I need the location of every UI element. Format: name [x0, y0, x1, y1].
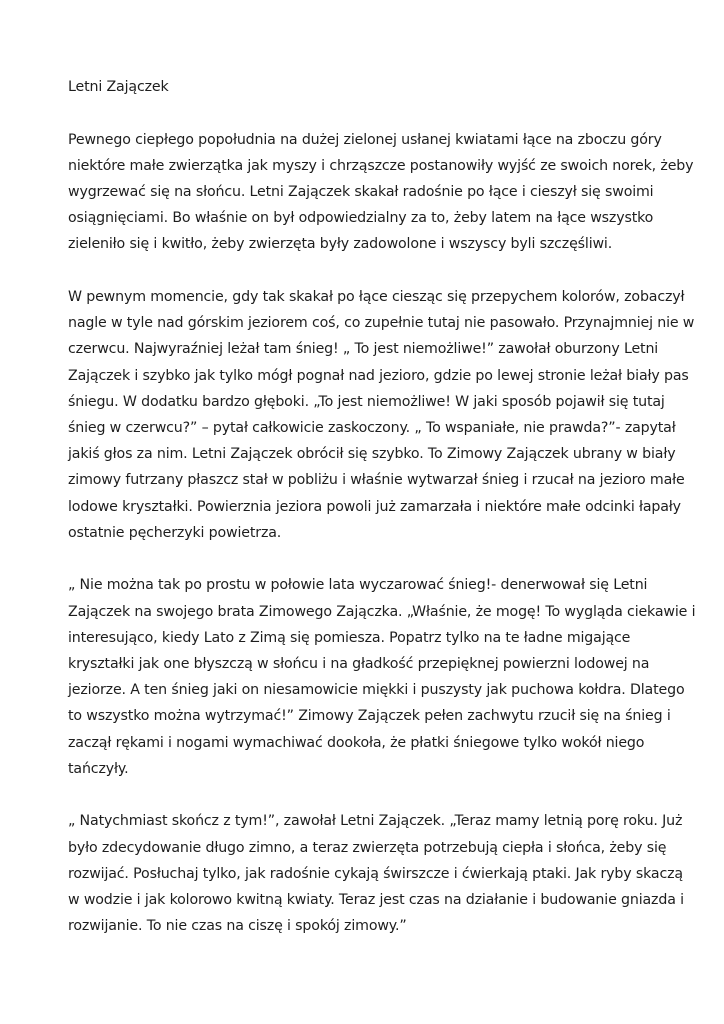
paragraph-2 — [68, 284, 695, 546]
text-line: tańczyły. — [68, 760, 129, 777]
paragraph-4 — [68, 808, 684, 939]
document-title: Letni Zajączek — [68, 79, 169, 95]
text-line: było zdecydowanie długo zimno, a teraz zwierzęta potrzebują ciepła i słońca, żeby się — [68, 839, 667, 856]
text-line: śnieg w czerwcu?” – pytał całkowicie zaskoczony. „ To wspaniałe, nie prawda?”- zapytał — [68, 420, 676, 437]
text-line: Zajączek i szybko jak tylko mógł pognał nad jezioro, gdzie po lewej stronie leżał biały pas — [68, 367, 689, 384]
text-line: Pewnego ciepłego popołudnia na dużej zielonej usłanej kwiatami łące na zboczu góry — [68, 131, 662, 148]
text-line: śniegu. W dodatku bardzo głęboki. „To jest niemożliwe! W jaki sposób pojawił się tutaj — [68, 393, 665, 410]
text-line: to wszystko można wytrzymać!” Zimowy Zajączek pełen zachwytu rzucił się na śnieg i — [68, 708, 671, 725]
document-page — [68, 74, 696, 966]
text-line: nagle w tyle nad górskim jeziorem coś, co zupełnie tutaj nie pasowało. Przynajmniej nie w — [68, 315, 695, 332]
paragraph-1 — [68, 127, 694, 258]
text-line: zieleniło się i kwitło, żeby zwierzęta były zadowolone i wszyscy byli szczęśliwi. — [68, 236, 613, 253]
text-line: rozwijać. Posłuchaj tylko, jak radośnie cykają świrszcze i ćwierkają ptaki. Jak ryby skaczą — [68, 865, 683, 882]
text-line: kryształki jak one błyszczą w słońcu i na gładkość przepięknej powierzni lodowej na — [68, 656, 650, 673]
text-line: W pewnym momencie, gdy tak skakał po łące ciesząc się przepychem kolorów, zobaczył — [68, 289, 685, 305]
text-line: zimowy futrzany płaszcz stał w pobliżu i właśnie wytwarzał śnieg i rzucał na jezioro małe — [68, 472, 685, 489]
text-line: ostatnie pęcherzyki powietrza. — [68, 524, 282, 541]
text-line: w wodzie i jak kolorowo kwitną kwiaty. Teraz jest czas na działanie i budowanie gniazda i — [68, 892, 684, 909]
text-line: wygrzewać się na słońcu. Letni Zajączek skakał radośnie po łące i cieszył się swoimi — [68, 184, 654, 200]
text-line: „ Natychmiast skończ z tym!”, zawołał Letni Zajączek. „Teraz mamy letnią porę roku. Już — [68, 813, 683, 830]
text-line: osiągnięciami. Bo właśnie on był odpowiedzialny za to, żeby latem na łące wszystko — [68, 210, 654, 227]
text-line: czerwcu. Najwyraźniej leżał tam śnieg! „ To jest niemożliwe!” zawołał oburzony Letni — [68, 341, 659, 358]
text-line: interesująco, kiedy Lato z Zimą się pomiesza. Popatrz tylko na te ładne migające — [68, 629, 631, 646]
text-line: Zajączek na swojego brata Zimowego Zajączka. „Właśnie, że mogę! To wygląda ciekawie i — [68, 603, 696, 620]
text-line: zaczął rękami i nogami wymachiwać dookoła, że płatki śniegowe tylko wokół niego — [68, 734, 645, 751]
paragraph-3 — [68, 572, 696, 782]
text-line: lodowe kryształki. Powierznia jeziora powoli już zamarzała i niektóre małe odcinki łapały — [68, 498, 681, 515]
text-line: rozwijanie. To nie czas na ciszę i spokój zimowy.” — [68, 918, 407, 935]
text-line: „ Nie można tak po prostu w połowie lata wyczarować śnieg!- denerwował się Letni — [68, 577, 648, 594]
text-line: niektóre małe zwierzątka jak myszy i chrząszcze postanowiły wyjść ze swoich norek, żeby — [68, 157, 694, 174]
text-line: jakiś głos za nim. Letni Zajączek obrócił się szybko. To Zimowy Zajączek ubrany w biały — [68, 446, 676, 463]
text-line: jeziorze. A ten śnieg jaki on niesamowicie miękki i puszysty jak puchowa kołdra. Dlatego — [68, 682, 685, 699]
